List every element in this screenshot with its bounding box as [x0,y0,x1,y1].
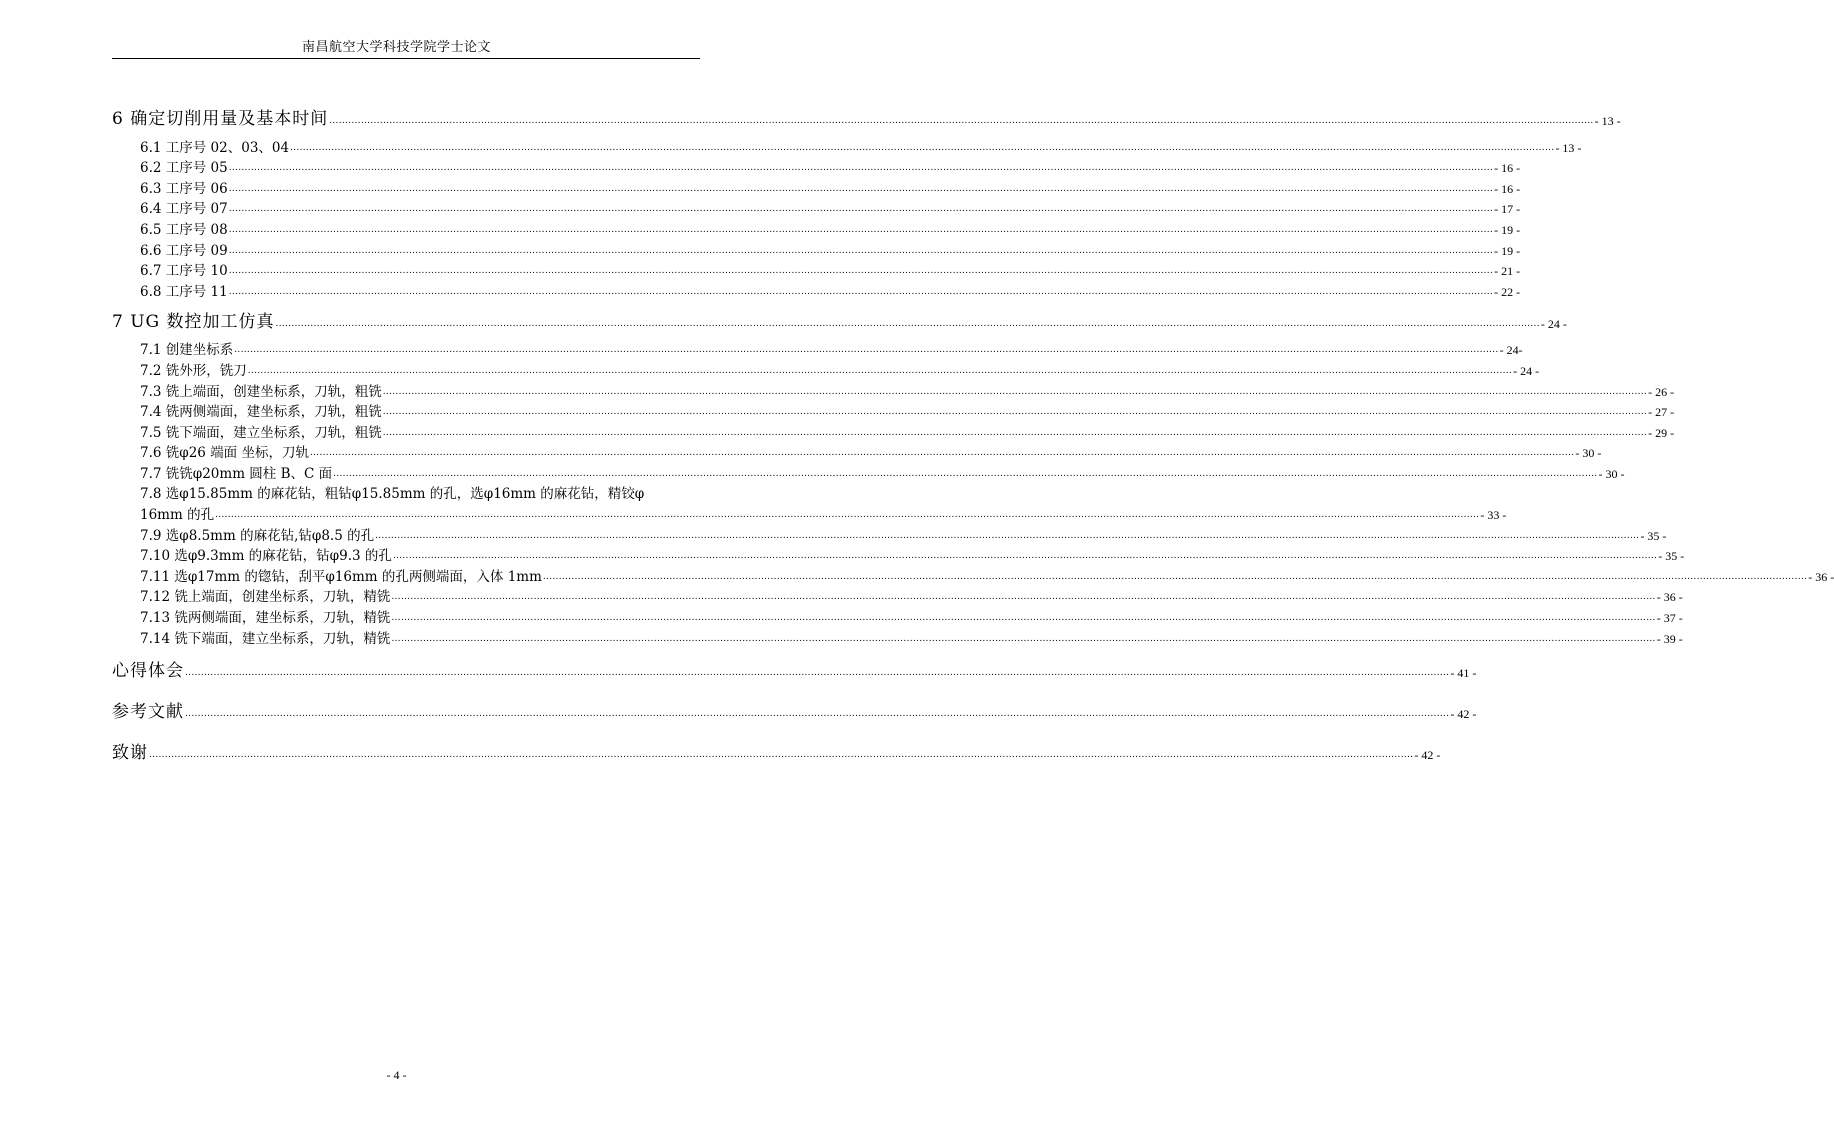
toc-item-6-4[interactable] [112,197,1521,218]
toc-label: 6.4 工序号 07 [140,201,228,218]
toc-item-7-14[interactable] [112,626,1683,647]
leader-dots: ................................................................................................................................................................................................................................................................................................................................................................................................................ [228,266,1494,277]
leader-dots: ................................................................................................................................................................................................................................................................................................................................................................................................................ [309,448,1575,459]
toc-item-7-12[interactable] [112,585,1683,606]
leader-dots: ................................................................................................................................................................................................................................................................................................................................................................................................................ [185,667,1450,678]
toc-item-7-1[interactable] [112,338,1523,359]
leader-dots: ................................................................................................................................................................................................................................................................................................................................................................................................................ [228,183,1494,194]
toc-item-6-2[interactable] [112,156,1521,177]
page-number: - 4 - [386,1068,407,1082]
toc-item-7-4[interactable] [112,400,1675,421]
toc-label: 7.5 铣下端面，建立坐标系，刀轨，粗铣 [140,424,382,441]
leader-dots: ................................................................................................................................................................................................................................................................................................................................................................................................................ [392,551,1658,562]
table-of-contents [112,105,1834,763]
toc-page: - 24 - [1540,316,1567,331]
toc-page: - 24- [1499,343,1523,358]
toc-item-7-8-line1[interactable]: 7.8 选φ15.85mm 的麻花钻，粗钻φ15.85mm 的孔，选φ16mm 的麻花钻，精铰φ [140,485,645,502]
toc-label: 7.11 选φ17mm 的锪钻，刮平φ16mm 的孔两侧端面，入体 1mm [140,568,542,585]
toc-item-7-10[interactable] [112,544,1685,565]
leader-dots: ................................................................................................................................................................................................................................................................................................................................................................................................................ [247,365,1513,376]
toc-page: - 42 - [1450,706,1477,721]
toc-label: 参考文献 [112,701,184,722]
toc-item-7-8[interactable] [112,503,1507,524]
leader-dots: ................................................................................................................................................................................................................................................................................................................................................................................................................ [391,633,1656,644]
leader-dots: ................................................................................................................................................................................................................................................................................................................................................................................................................ [382,386,1648,397]
toc-page: - 26 - [1648,384,1675,399]
toc-label: 6.7 工序号 10 [140,263,228,280]
toc-page: - 19 - [1494,243,1521,258]
leader-dots: ................................................................................................................................................................................................................................................................................................................................................................................................................ [149,749,1414,760]
leader-dots: ................................................................................................................................................................................................................................................................................................................................................................................................................ [375,530,1640,541]
leader-dots: ................................................................................................................................................................................................................................................................................................................................................................................................................ [228,286,1494,297]
leader-dots: ................................................................................................................................................................................................................................................................................................................................................................................................................ [333,468,1598,479]
toc-label: 7 UG 数控加工仿真 [112,311,275,332]
toc-label: 7.7 铣铣φ20mm 圆柱 B、C 面 [140,465,333,482]
toc-item-6-1[interactable] [112,135,1582,156]
toc-page: - 37 - [1656,611,1683,626]
leader-dots: ................................................................................................................................................................................................................................................................................................................................................................................................................ [228,163,1494,174]
toc-item-6-7[interactable] [112,259,1521,280]
toc-item-7-9[interactable] [112,523,1667,544]
leader-dots: ................................................................................................................................................................................................................................................................................................................................................................................................................ [391,613,1656,624]
toc-page: - 35 - [1658,549,1685,564]
leader-dots: ................................................................................................................................................................................................................................................................................................................................................................................................................ [228,224,1494,235]
toc-label: 7.9 选φ8.5mm 的麻花钻,钻φ8.5 的孔 [140,527,375,544]
toc-page: - 39 - [1656,631,1683,646]
leader-dots: ................................................................................................................................................................................................................................................................................................................................................................................................................ [290,142,1555,153]
toc-label: 7.12 铣上端面，创建坐标系，刀轨，精铣 [140,589,391,606]
header-rule [112,58,700,59]
leader-dots: ................................................................................................................................................................................................................................................................................................................................................................................................................ [234,345,1499,356]
toc-item-6-5[interactable] [112,217,1521,238]
toc-page: - 35 - [1640,528,1667,543]
toc-zhixie[interactable] [112,739,1441,763]
toc-page: - 42 - [1414,747,1441,762]
toc-chapter-7[interactable] [112,308,1567,332]
leader-dots: ................................................................................................................................................................................................................................................................................................................................................................................................................ [275,318,1540,329]
toc-page: - 16 - [1494,161,1521,176]
toc-label: 7.13 铣两侧端面，建坐标系，刀轨，精铣 [140,610,391,627]
toc-label: 6.6 工序号 09 [140,242,228,259]
leader-dots: ................................................................................................................................................................................................................................................................................................................................................................................................................ [391,592,1656,603]
toc-label: 7.3 铣上端面，创建坐标系，刀轨，粗铣 [140,383,382,400]
toc-label: 6.8 工序号 11 [140,283,228,300]
toc-page: - 41 - [1450,665,1477,680]
toc-item-7-2[interactable] [112,358,1540,379]
toc-page: - 21 - [1494,264,1521,279]
leader-dots: ................................................................................................................................................................................................................................................................................................................................................................................................................ [382,407,1648,418]
leader-dots: ................................................................................................................................................................................................................................................................................................................................................................................................................ [228,245,1494,256]
toc-page: - 13 - [1594,114,1621,128]
toc-item-6-6[interactable] [112,238,1521,259]
toc-page: - 17 - [1494,202,1521,217]
toc-item-7-13[interactable] [112,605,1683,627]
toc-item-7-6[interactable] [112,441,1602,462]
leader-dots: ................................................................................................................................................................................................................................................................................................................................................................................................................ [215,510,1480,521]
toc-label: 6.2 工序号 05 [140,160,228,177]
leader-dots: ................................................................................................................................................................................................................................................................................................................................................................................................................ [185,708,1450,719]
toc-label: 7.6 铣φ26 端面 坐标，刀轨 [140,445,309,462]
toc-label: 6.3 工序号 06 [140,180,228,197]
toc-label: 7.1 创建坐标系 [140,342,234,359]
toc-page: - 36 - [1656,590,1683,605]
toc-item-7-11[interactable] [112,564,1834,585]
toc-label: 致谢 [112,742,148,763]
toc-page: - 16 - [1494,181,1521,196]
leader-dots: ................................................................................................................................................................................................................................................................................................................................................................................................................ [228,204,1494,215]
toc-cankao[interactable] [112,698,1477,722]
toc-page: - 27 - [1648,405,1675,420]
toc-page: - 29 - [1648,425,1675,440]
toc-item-7-7[interactable] [112,461,1625,482]
leader-dots: ................................................................................................................................................................................................................................................................................................................................................................................................................ [329,116,1594,126]
toc-label: 7.4 铣两侧端面，建坐标系，刀轨，粗铣 [140,404,382,421]
toc-page: - 24 - [1513,363,1540,378]
leader-dots: ................................................................................................................................................................................................................................................................................................................................................................................................................ [382,427,1648,438]
toc-item-6-3[interactable] [112,176,1521,197]
toc-xinde[interactable] [112,657,1477,681]
toc-label: 心得体会 [112,660,184,681]
toc-label: 6.5 工序号 08 [140,221,228,238]
toc-label: 6.1 工序号 02、03、04 [140,139,290,156]
toc-page: - 13 - [1555,140,1582,155]
toc-label: 6 确定切削用量及基本时间 [112,109,329,129]
toc-page: - 19 - [1494,222,1521,237]
toc-label: 16mm 的孔 [140,507,215,524]
toc-item-7-5[interactable] [112,420,1675,441]
toc-page: - 22 - [1494,284,1521,299]
toc-page: - 30 - [1575,446,1602,461]
toc-chapter-6[interactable] [112,105,1621,129]
toc-page: - 36 - [1808,569,1834,584]
toc-item-7-3[interactable] [112,379,1675,400]
toc-page: - 33 - [1480,508,1507,523]
toc-page: - 30 - [1598,466,1625,481]
leader-dots: ................................................................................................................................................................................................................................................................................................................................................................................................................ [542,571,1808,582]
toc-label: 7.14 铣下端面，建立坐标系，刀轨，精铣 [140,630,391,647]
toc-label: 7.10 选φ9.3mm 的麻花钻，钻φ9.3 的孔 [140,548,392,565]
page-header: 南昌航空大学科技学院学士论文 [301,40,491,55]
toc-item-6-8[interactable] [112,279,1521,300]
toc-label: 7.2 铣外形，铣刀 [140,362,247,379]
